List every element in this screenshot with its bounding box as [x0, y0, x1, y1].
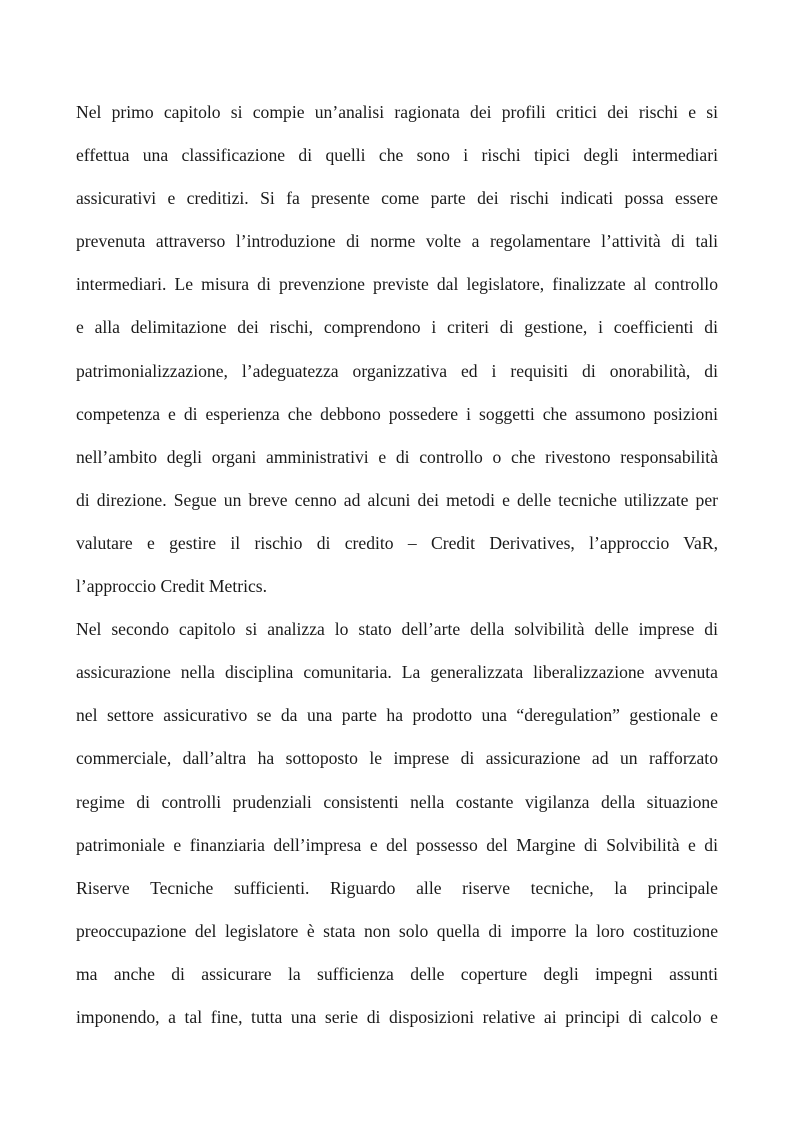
- paragraph-2: [76, 608, 718, 1039]
- text-line: commerciale, dall’altra ha sottoposto le imprese di assicurazione ad un rafforzato: [76, 748, 718, 769]
- body-text: [76, 91, 718, 1039]
- text-line: imponendo, a tal fine, tutta una serie di disposizioni relative ai principi di calcolo e: [76, 1006, 718, 1027]
- text-line: prevenuta attraverso l’introduzione di norme volte a regolamentare l’attività di tali: [76, 231, 718, 252]
- text-line: nel settore assicurativo se da una parte ha prodotto una “deregulation” gestionale e: [76, 705, 718, 726]
- text-line: assicurativi e creditizi. Si fa presente come parte dei rischi indicati possa essere: [76, 188, 718, 209]
- text-line: Riserve Tecniche sufficienti. Riguardo alle riserve tecniche, la principale: [76, 877, 718, 898]
- text-line: e alla delimitazione dei rischi, comprendono i criteri di gestione, i coefficienti di: [76, 317, 718, 338]
- text-line: intermediari. Le misura di prevenzione previste dal legislatore, finalizzate al controllo: [76, 274, 718, 295]
- paragraph-1: [76, 91, 718, 608]
- text-line: competenza e di esperienza che debbono possedere i soggetti che assumono posizioni: [76, 403, 718, 424]
- text-line: Nel primo capitolo si compie un’analisi ragionata dei profili critici dei rischi e si: [76, 102, 718, 122]
- text-line: patrimoniale e finanziaria dell’impresa e del possesso del Margine di Solvibilità e di: [76, 834, 718, 855]
- text-line: ma anche di assicurare la sufficienza delle coperture degli impegni assunti: [76, 963, 718, 984]
- text-line: effettua una classificazione di quelli che sono i rischi tipici degli intermediari: [76, 145, 718, 166]
- text-line: preoccupazione del legislatore è stata non solo quella di imporre la loro costituzione: [76, 920, 718, 941]
- text-line: valutare e gestire il rischio di credito – Credit Derivatives, l’approccio VaR,: [76, 532, 718, 553]
- text-line: assicurazione nella disciplina comunitaria. La generalizzata liberalizzazione avvenuta: [76, 662, 718, 683]
- text-line: l’approccio Credit Metrics.: [76, 576, 268, 597]
- text-line: patrimonializzazione, l’adeguatezza organizzativa ed i requisiti di onorabilità, di: [76, 360, 718, 381]
- text-line: Nel secondo capitolo si analizza lo stato dell’arte della solvibilità delle imprese di: [76, 619, 718, 640]
- text-line: regime di controlli prudenziali consistenti nella costante vigilanza della situazione: [76, 791, 718, 812]
- text-line: nell’ambito degli organi amministrativi e di controllo o che rivestono responsabilità: [76, 446, 718, 467]
- text-line: di direzione. Segue un breve cenno ad alcuni dei metodi e delle tecniche utilizzate per: [76, 489, 718, 510]
